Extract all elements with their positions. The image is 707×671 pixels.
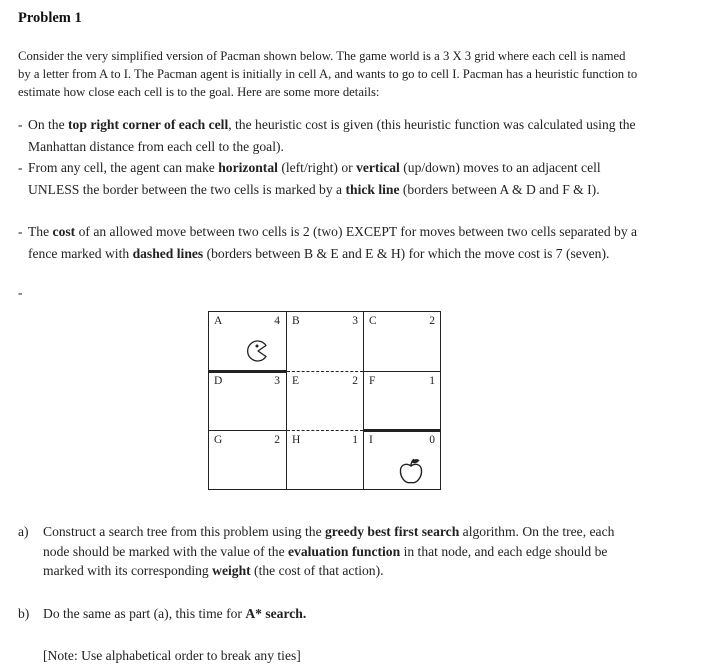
emphasis-weight: weight [212,563,251,578]
emphasis-greedy-best-first: greedy best first search [325,524,460,539]
heuristic-value: 1 [429,375,435,387]
emphasis-cost: cost [52,224,76,239]
heuristic-value: 2 [352,375,358,387]
cell-b [287,312,364,371]
bullet-cost: - The cost of an allowed move between two cells is 2 (two) EXCEPT for moves between two cells separated by a fence marked with dashed lines (borders between B & E and E & H) for which the move cost is 7 (seven). [18,221,640,264]
bullet-dash: - [18,224,23,239]
intro-paragraph: Consider the very simplified version of Pacman shown below. The game world is a 3 X 3 grid where each cell is named by a letter from A to I. The Pacman agent is initially in cell A, and wants to go to cell I. Pacman has a heuristic function to estimate how close each cell is to the goal. Here are some more details: [18,49,638,99]
emphasis-a-star: A* search. [245,606,307,621]
bullet-dash: - [18,160,23,175]
heuristic-value: 3 [352,315,358,327]
heuristic-value: 4 [274,315,280,327]
question-marker: b) [18,606,30,621]
emphasis-horizontal: horizontal [218,160,278,175]
pacman-icon [245,338,271,364]
cell-label: B [292,315,300,327]
emphasis-vertical: vertical [356,160,400,175]
heuristic-value: 1 [352,434,358,446]
pacman-grid [208,311,441,490]
heuristic-value: 3 [274,375,280,387]
cell-f [364,372,441,431]
cell-label: C [369,315,377,327]
apple-icon [397,457,425,487]
cell-e [287,372,364,431]
tie-break-note: [Note: Use alphabetical order to break any ties] [43,648,301,663]
cell-label: A [214,315,223,327]
cell-g [209,431,286,490]
cell-a [209,312,286,371]
heuristic-value: 2 [274,434,280,446]
emphasis-top-right-corner: top right corner of each cell [68,117,229,132]
bullet-moves: - From any cell, the agent can make horizontal (left/right) or vertical (up/down) moves to an adjacent cell UNLESS the border between the two cells is marked by a thick line (borders between A & D and F & I). [18,157,640,200]
emphasis-dashed-lines: dashed lines [132,245,204,261]
cell-label: F [369,375,376,387]
cell-i [364,431,441,490]
empty-bullet-dash: - [18,285,23,300]
cell-label: D [214,375,223,387]
cell-h [287,431,364,490]
cell-label: I [369,434,373,446]
cell-label: E [292,375,300,387]
emphasis-thick-line: thick line [345,181,400,197]
question-a: a) Construct a search tree from this problem using the greedy best first search algorithm. On the tree, each node should be marked with the value of the evaluation function in that node, and each edge should be marked with its corresponding weight (the cost of that action). [18,524,615,578]
cell-d [209,372,286,431]
heuristic-value: 0 [429,434,435,446]
cell-c [364,312,441,371]
heuristic-value: 2 [429,315,435,327]
question-marker: a) [18,524,29,539]
problem-title: Problem 1 [18,10,82,26]
bullet-dash: - [18,117,23,132]
emphasis-evaluation-function: evaluation function [288,543,401,559]
cell-label: G [214,434,223,446]
cell-label: H [292,434,301,446]
question-b: b) Do the same as part (a), this time for A* search. [18,604,638,624]
bullet-heuristic: - On the top right corner of each cell, the heuristic cost is given (this heuristic function was calculated using the Manhattan distance from each cell to the goal). [18,114,640,157]
